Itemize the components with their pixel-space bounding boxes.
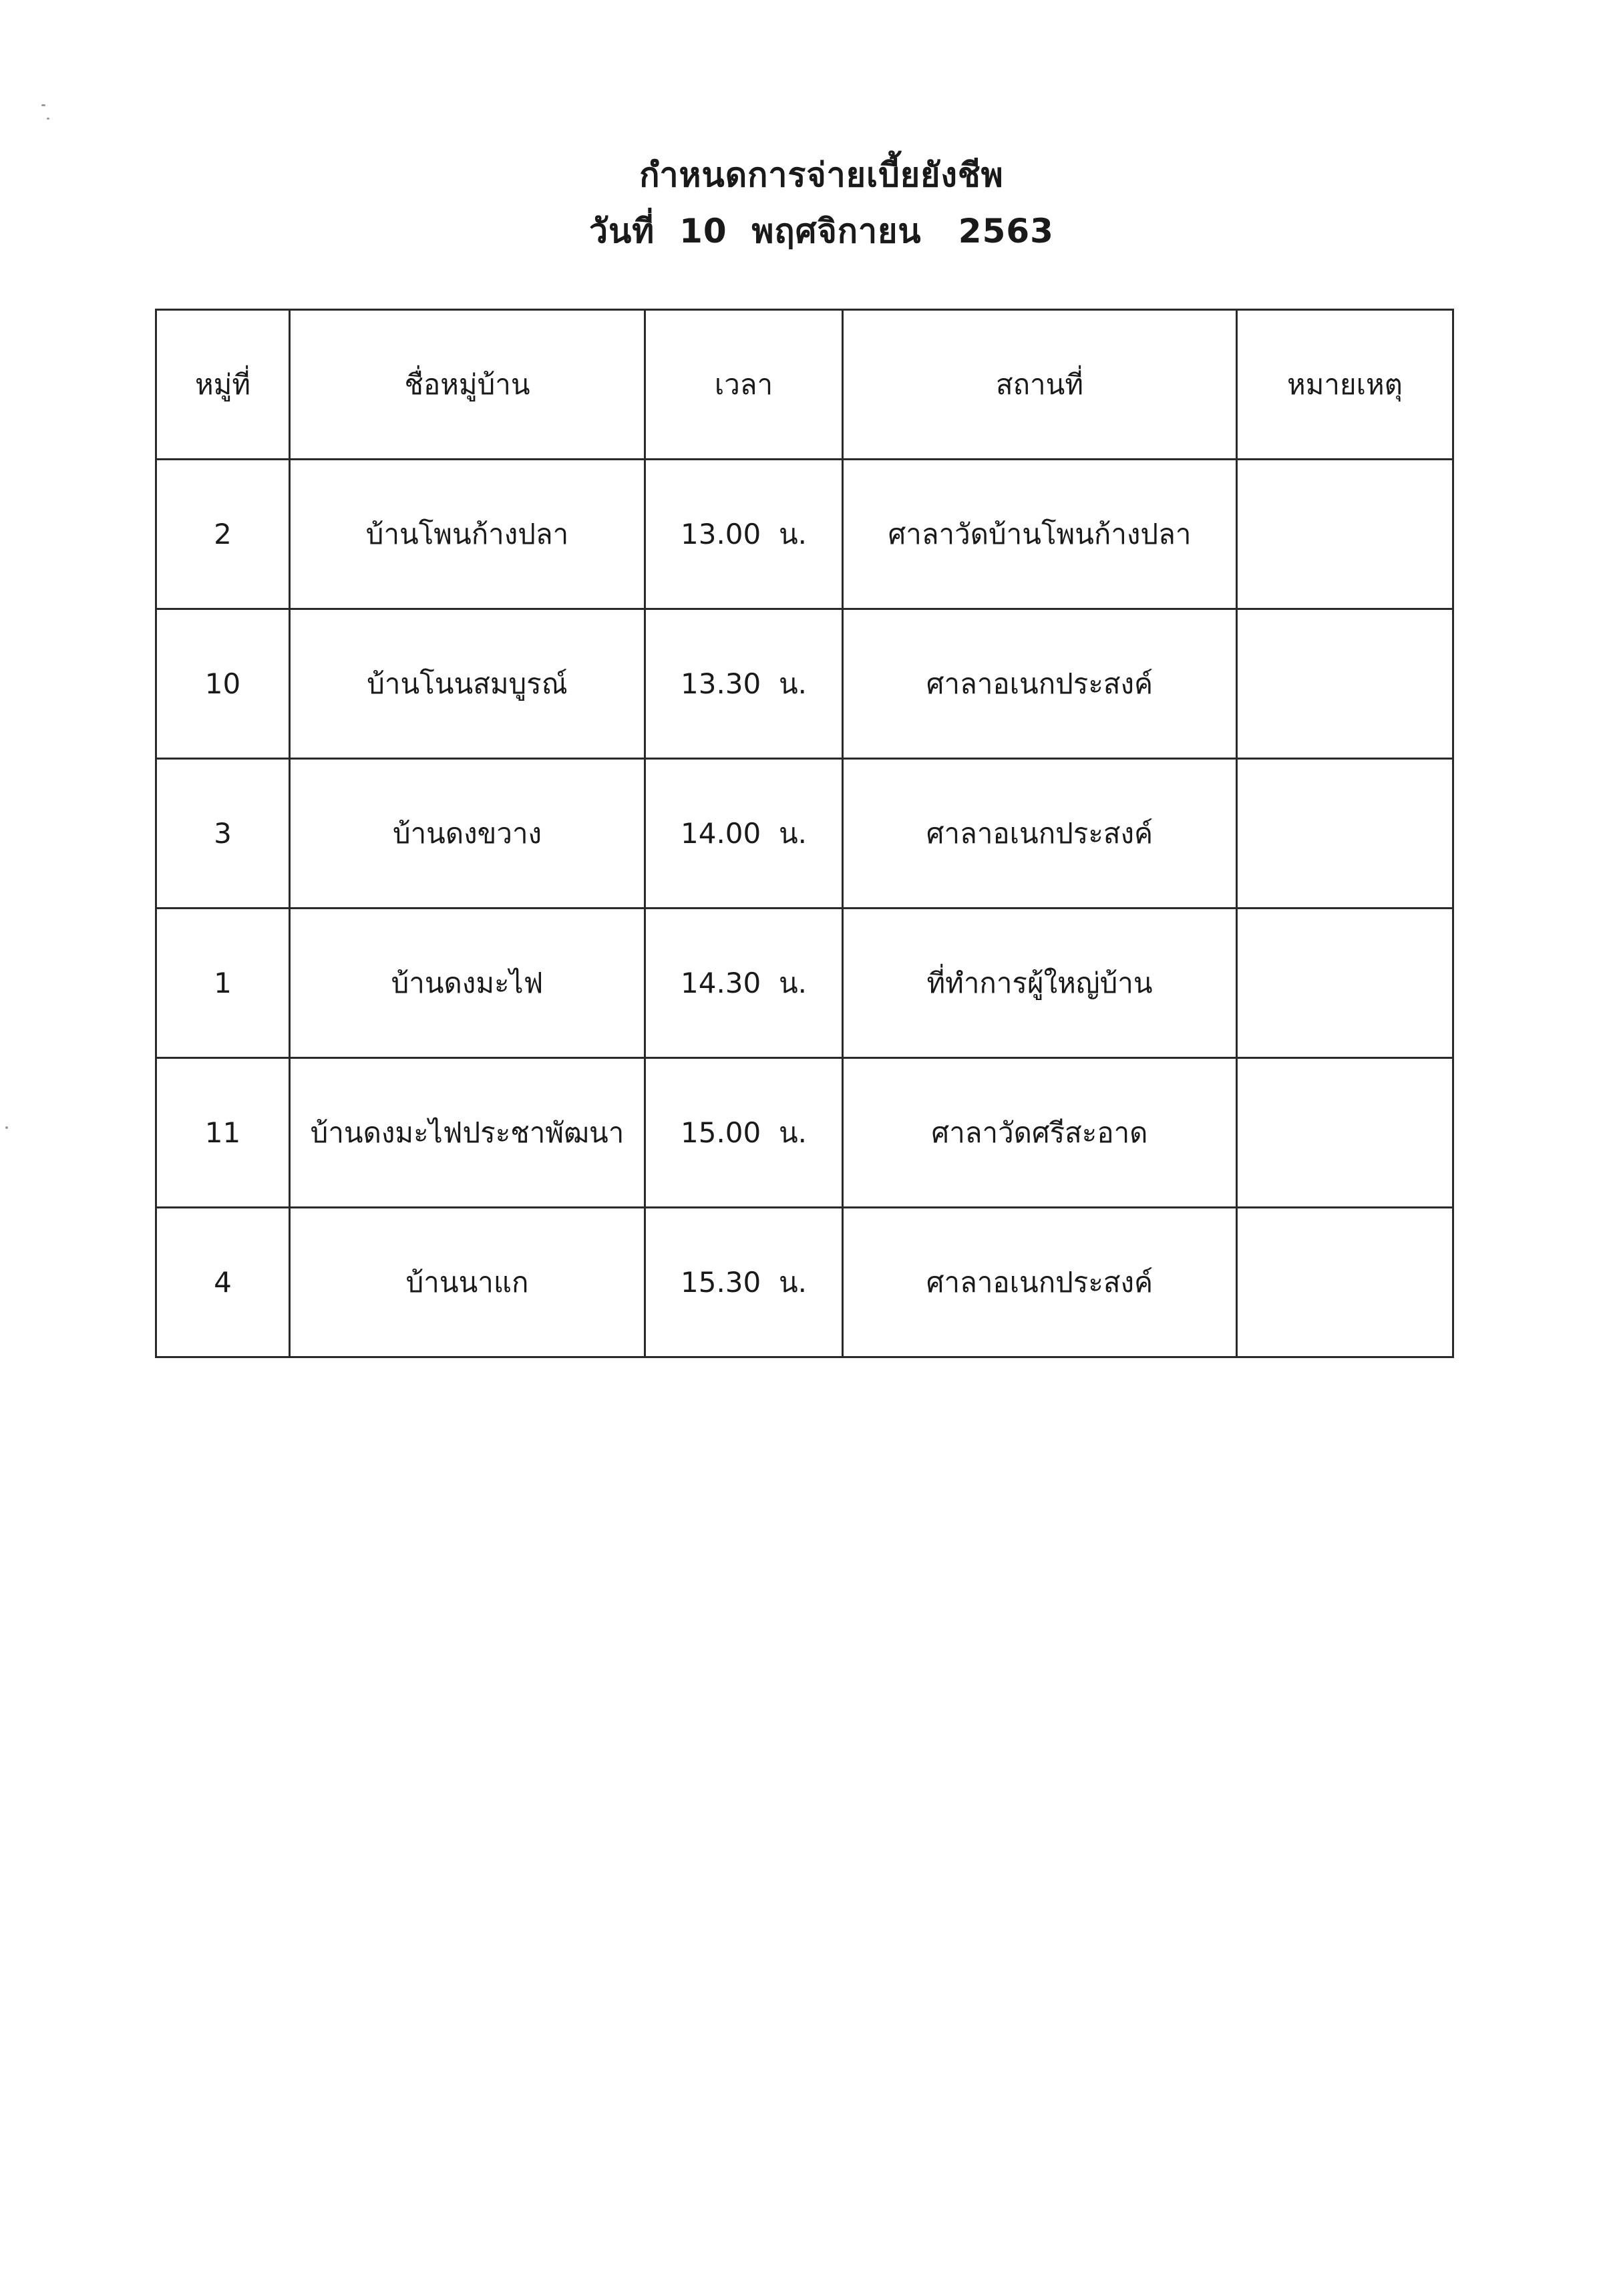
- table-row: [156, 1208, 1453, 1357]
- document-title: กำหนดการจ่ายเบี้ยยังชีพ: [639, 156, 1004, 194]
- cell-moo: 10: [156, 609, 290, 759]
- cell-village-name: บ้านดงมะไฟประชาพัฒนา: [290, 1058, 645, 1208]
- cell-place: ศาลาอเนกประสงค์: [843, 759, 1237, 909]
- cell-place: ที่ทำการผู้ใหญ่บ้าน: [843, 909, 1237, 1058]
- table-row: [156, 909, 1453, 1058]
- scan-speck: [5, 1126, 8, 1129]
- cell-remark: [1237, 609, 1453, 759]
- scan-speck: [47, 118, 49, 120]
- header-village-name: ชื่อหมู่บ้าน: [290, 310, 645, 460]
- scan-speck: [41, 104, 45, 106]
- schedule-table: [155, 309, 1454, 1358]
- cell-village-name: บ้านดงมะไฟ: [290, 909, 645, 1058]
- cell-moo: 11: [156, 1058, 290, 1208]
- cell-moo: 4: [156, 1208, 290, 1357]
- cell-time: 14.30 น.: [645, 909, 843, 1058]
- cell-time: 15.30 น.: [645, 1208, 843, 1357]
- title-block: [0, 147, 1603, 259]
- table-row: [156, 759, 1453, 909]
- cell-village-name: บ้านนาแก: [290, 1208, 645, 1357]
- cell-place: ศาลาอเนกประสงค์: [843, 1208, 1237, 1357]
- cell-place: ศาลาวัดบ้านโพนก้างปลา: [843, 460, 1237, 609]
- table-header-row: [156, 310, 1453, 460]
- table-row: [156, 1058, 1453, 1208]
- cell-remark: [1237, 909, 1453, 1058]
- header-moo: หมู่ที่: [156, 310, 290, 460]
- cell-time: 14.00 น.: [645, 759, 843, 909]
- cell-place: ศาลาอเนกประสงค์: [843, 609, 1237, 759]
- table-row: [156, 460, 1453, 609]
- header-time: เวลา: [645, 310, 843, 460]
- cell-moo: 3: [156, 759, 290, 909]
- cell-remark: [1237, 1208, 1453, 1357]
- cell-time: 13.30 น.: [645, 609, 843, 759]
- cell-moo: 1: [156, 909, 290, 1058]
- cell-moo: 2: [156, 460, 290, 609]
- cell-place: ศาลาวัดศรีสะอาด: [843, 1058, 1237, 1208]
- table-row: [156, 609, 1453, 759]
- cell-time: 15.00 น.: [645, 1058, 843, 1208]
- header-place: สถานที่: [843, 310, 1237, 460]
- header-remark: หมายเหตุ: [1237, 310, 1453, 460]
- cell-remark: [1237, 460, 1453, 609]
- cell-village-name: บ้านโนนสมบูรณ์: [290, 609, 645, 759]
- cell-remark: [1237, 759, 1453, 909]
- cell-village-name: บ้านโพนก้างปลา: [290, 460, 645, 609]
- cell-village-name: บ้านดงขวาง: [290, 759, 645, 909]
- document-date: วันที่ 10 พฤศจิกายน 2563: [589, 212, 1054, 251]
- cell-time: 13.00 น.: [645, 460, 843, 609]
- cell-remark: [1237, 1058, 1453, 1208]
